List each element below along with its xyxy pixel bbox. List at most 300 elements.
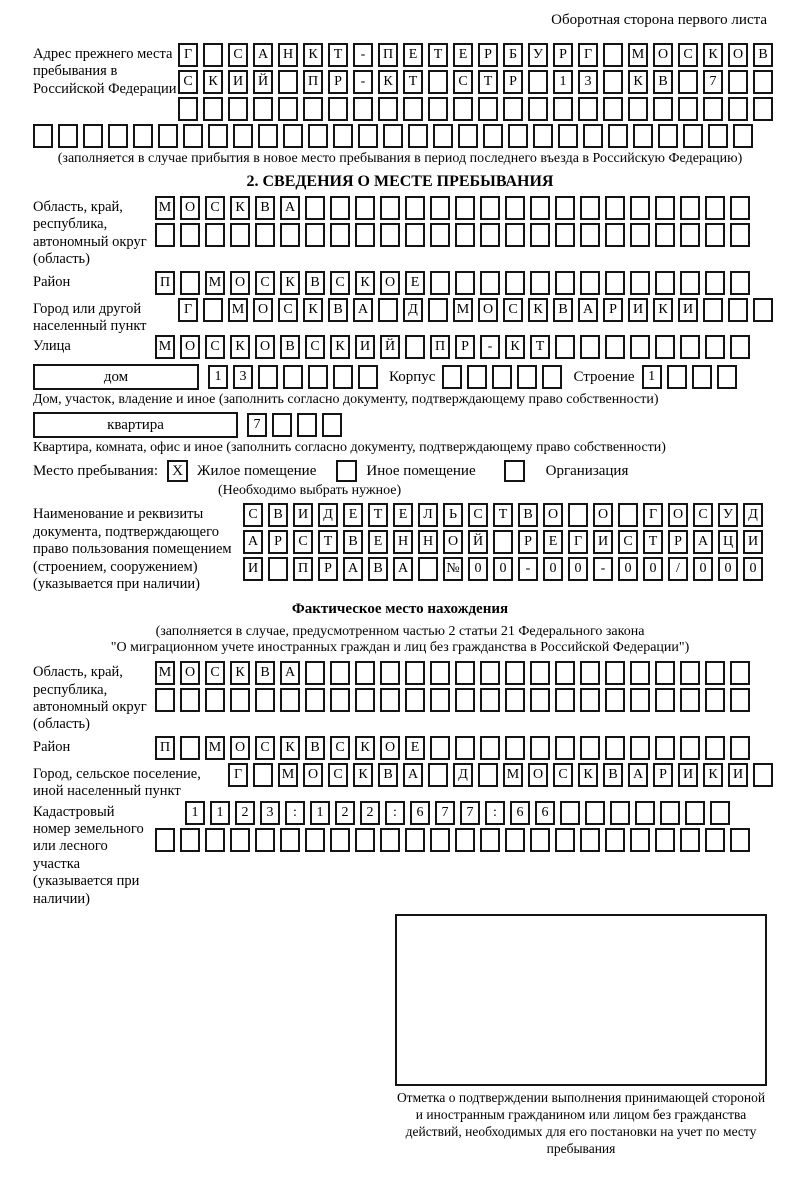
char-cell[interactable] xyxy=(580,223,600,247)
char-cell[interactable]: С xyxy=(553,763,573,787)
char-cell[interactable] xyxy=(492,365,512,389)
char-cell[interactable]: В xyxy=(305,271,325,295)
actual-district-row[interactable] xyxy=(155,736,755,760)
char-cell[interactable]: С xyxy=(453,70,473,94)
char-cell[interactable]: К xyxy=(505,335,525,359)
char-cell[interactable] xyxy=(605,688,625,712)
char-cell[interactable]: У xyxy=(528,43,548,67)
char-cell[interactable]: Н xyxy=(393,530,413,554)
char-cell[interactable] xyxy=(728,70,748,94)
char-cell[interactable]: К xyxy=(303,298,323,322)
region-row-1[interactable] xyxy=(155,196,755,220)
char-cell[interactable]: 6 xyxy=(535,801,555,825)
char-cell[interactable] xyxy=(680,223,700,247)
char-cell[interactable] xyxy=(255,688,275,712)
char-cell[interactable] xyxy=(603,43,623,67)
char-cell[interactable] xyxy=(555,335,575,359)
char-cell[interactable] xyxy=(560,801,580,825)
char-cell[interactable]: Р xyxy=(503,70,523,94)
char-cell[interactable] xyxy=(230,688,250,712)
char-cell[interactable]: О xyxy=(380,271,400,295)
char-cell[interactable] xyxy=(230,828,250,852)
char-cell[interactable] xyxy=(635,801,655,825)
char-cell[interactable]: О xyxy=(303,763,323,787)
char-cell[interactable]: В xyxy=(368,557,388,581)
char-cell[interactable] xyxy=(255,828,275,852)
char-cell[interactable] xyxy=(530,223,550,247)
char-cell[interactable]: Р xyxy=(653,763,673,787)
document-row-2[interactable] xyxy=(243,530,768,554)
char-cell[interactable]: К xyxy=(280,736,300,760)
char-cell[interactable] xyxy=(358,124,378,148)
char-cell[interactable]: Е xyxy=(405,271,425,295)
char-cell[interactable] xyxy=(605,661,625,685)
char-cell[interactable]: 1 xyxy=(208,365,228,389)
actual-region-row-2[interactable] xyxy=(155,688,755,712)
char-cell[interactable]: О xyxy=(230,736,250,760)
char-cell[interactable]: К xyxy=(303,43,323,67)
char-cell[interactable]: М xyxy=(228,298,248,322)
char-cell[interactable]: И xyxy=(355,335,375,359)
char-cell[interactable]: К xyxy=(528,298,548,322)
char-cell[interactable]: О xyxy=(443,530,463,554)
char-cell[interactable] xyxy=(158,124,178,148)
char-cell[interactable] xyxy=(728,97,748,121)
char-cell[interactable] xyxy=(478,97,498,121)
char-cell[interactable]: 2 xyxy=(360,801,380,825)
char-cell[interactable] xyxy=(380,196,400,220)
char-cell[interactable]: Г xyxy=(568,530,588,554)
char-cell[interactable] xyxy=(303,97,323,121)
char-cell[interactable]: К xyxy=(203,70,223,94)
char-cell[interactable]: 3 xyxy=(260,801,280,825)
char-cell[interactable] xyxy=(717,365,737,389)
char-cell[interactable] xyxy=(680,271,700,295)
char-cell[interactable] xyxy=(530,736,550,760)
char-cell[interactable] xyxy=(630,661,650,685)
char-cell[interactable]: Е xyxy=(405,736,425,760)
char-cell[interactable]: Е xyxy=(453,43,473,67)
char-cell[interactable] xyxy=(180,688,200,712)
char-cell[interactable] xyxy=(280,828,300,852)
char-cell[interactable] xyxy=(428,97,448,121)
char-cell[interactable]: О xyxy=(255,335,275,359)
char-cell[interactable]: Р xyxy=(328,70,348,94)
char-cell[interactable] xyxy=(580,688,600,712)
char-cell[interactable]: А xyxy=(280,661,300,685)
char-cell[interactable]: Р xyxy=(603,298,623,322)
char-cell[interactable]: 2 xyxy=(335,801,355,825)
char-cell[interactable] xyxy=(322,413,342,437)
char-cell[interactable] xyxy=(630,271,650,295)
char-cell[interactable] xyxy=(728,298,748,322)
char-cell[interactable] xyxy=(655,736,675,760)
char-cell[interactable] xyxy=(205,828,225,852)
char-cell[interactable] xyxy=(428,298,448,322)
char-cell[interactable] xyxy=(658,124,678,148)
char-cell[interactable] xyxy=(480,736,500,760)
char-cell[interactable] xyxy=(578,97,598,121)
house-number-row[interactable] xyxy=(208,365,383,389)
char-cell[interactable] xyxy=(455,196,475,220)
char-cell[interactable] xyxy=(753,763,773,787)
char-cell[interactable] xyxy=(542,365,562,389)
char-cell[interactable] xyxy=(705,736,725,760)
char-cell[interactable] xyxy=(180,736,200,760)
char-cell[interactable] xyxy=(705,828,725,852)
char-cell[interactable] xyxy=(280,688,300,712)
char-cell[interactable]: И xyxy=(628,298,648,322)
char-cell[interactable]: С xyxy=(330,736,350,760)
char-cell[interactable] xyxy=(430,223,450,247)
char-cell[interactable]: К xyxy=(330,335,350,359)
char-cell[interactable]: К xyxy=(703,763,723,787)
char-cell[interactable] xyxy=(608,124,628,148)
char-cell[interactable] xyxy=(58,124,78,148)
char-cell[interactable]: М xyxy=(155,335,175,359)
char-cell[interactable]: Д xyxy=(318,503,338,527)
char-cell[interactable]: - xyxy=(353,43,373,67)
char-cell[interactable] xyxy=(458,124,478,148)
char-cell[interactable] xyxy=(430,828,450,852)
char-cell[interactable]: С xyxy=(293,530,313,554)
char-cell[interactable] xyxy=(378,298,398,322)
char-cell[interactable]: Н xyxy=(278,43,298,67)
char-cell[interactable] xyxy=(308,124,328,148)
char-cell[interactable] xyxy=(505,736,525,760)
stay-type-residential-checkbox[interactable]: X xyxy=(167,460,188,482)
prev-address-row-4[interactable] xyxy=(33,124,767,148)
char-cell[interactable] xyxy=(268,557,288,581)
char-cell[interactable] xyxy=(258,365,278,389)
char-cell[interactable]: А xyxy=(628,763,648,787)
actual-city-row[interactable] xyxy=(228,763,778,787)
char-cell[interactable] xyxy=(203,97,223,121)
char-cell[interactable]: Ь xyxy=(443,503,463,527)
char-cell[interactable]: А xyxy=(353,298,373,322)
char-cell[interactable]: С xyxy=(178,70,198,94)
char-cell[interactable] xyxy=(305,223,325,247)
char-cell[interactable]: К xyxy=(653,298,673,322)
char-cell[interactable] xyxy=(433,124,453,148)
char-cell[interactable] xyxy=(493,530,513,554)
char-cell[interactable]: И xyxy=(728,763,748,787)
stay-type-organization-checkbox[interactable] xyxy=(504,460,525,482)
char-cell[interactable] xyxy=(680,736,700,760)
char-cell[interactable]: А xyxy=(693,530,713,554)
char-cell[interactable] xyxy=(730,335,750,359)
char-cell[interactable] xyxy=(730,196,750,220)
char-cell[interactable] xyxy=(272,413,292,437)
apartment-number-row[interactable] xyxy=(247,413,347,437)
char-cell[interactable] xyxy=(558,124,578,148)
char-cell[interactable] xyxy=(405,335,425,359)
char-cell[interactable] xyxy=(583,124,603,148)
char-cell[interactable]: Л xyxy=(418,503,438,527)
char-cell[interactable]: 7 xyxy=(435,801,455,825)
document-row-1[interactable] xyxy=(243,503,768,527)
char-cell[interactable]: А xyxy=(243,530,263,554)
char-cell[interactable] xyxy=(530,688,550,712)
char-cell[interactable] xyxy=(480,688,500,712)
char-cell[interactable]: С xyxy=(678,43,698,67)
char-cell[interactable] xyxy=(555,828,575,852)
char-cell[interactable] xyxy=(680,828,700,852)
char-cell[interactable] xyxy=(405,196,425,220)
char-cell[interactable]: А xyxy=(253,43,273,67)
char-cell[interactable] xyxy=(328,97,348,121)
char-cell[interactable] xyxy=(355,688,375,712)
char-cell[interactable] xyxy=(555,688,575,712)
char-cell[interactable] xyxy=(467,365,487,389)
char-cell[interactable]: О xyxy=(180,196,200,220)
char-cell[interactable] xyxy=(330,828,350,852)
char-cell[interactable] xyxy=(378,97,398,121)
char-cell[interactable]: М xyxy=(155,661,175,685)
cadastral-row-1[interactable] xyxy=(185,801,755,825)
char-cell[interactable]: Г xyxy=(643,503,663,527)
char-cell[interactable] xyxy=(305,661,325,685)
char-cell[interactable]: : xyxy=(385,801,405,825)
char-cell[interactable] xyxy=(308,365,328,389)
char-cell[interactable] xyxy=(505,688,525,712)
char-cell[interactable] xyxy=(278,97,298,121)
char-cell[interactable]: О xyxy=(253,298,273,322)
char-cell[interactable] xyxy=(505,271,525,295)
char-cell[interactable]: Т xyxy=(493,503,513,527)
char-cell[interactable]: Д xyxy=(403,298,423,322)
char-cell[interactable] xyxy=(428,70,448,94)
char-cell[interactable] xyxy=(705,271,725,295)
char-cell[interactable] xyxy=(605,223,625,247)
char-cell[interactable]: Й xyxy=(380,335,400,359)
char-cell[interactable] xyxy=(253,97,273,121)
char-cell[interactable] xyxy=(630,688,650,712)
char-cell[interactable]: О xyxy=(728,43,748,67)
char-cell[interactable] xyxy=(203,43,223,67)
char-cell[interactable] xyxy=(630,196,650,220)
char-cell[interactable] xyxy=(355,223,375,247)
char-cell[interactable] xyxy=(305,196,325,220)
char-cell[interactable] xyxy=(530,271,550,295)
char-cell[interactable]: С xyxy=(205,335,225,359)
char-cell[interactable] xyxy=(355,828,375,852)
char-cell[interactable] xyxy=(530,828,550,852)
char-cell[interactable] xyxy=(753,70,773,94)
char-cell[interactable]: П xyxy=(293,557,313,581)
char-cell[interactable] xyxy=(183,124,203,148)
char-cell[interactable] xyxy=(403,97,423,121)
char-cell[interactable] xyxy=(630,335,650,359)
char-cell[interactable] xyxy=(330,661,350,685)
char-cell[interactable]: А xyxy=(343,557,363,581)
char-cell[interactable] xyxy=(655,223,675,247)
char-cell[interactable]: С xyxy=(255,271,275,295)
char-cell[interactable]: : xyxy=(485,801,505,825)
char-cell[interactable]: К xyxy=(280,271,300,295)
char-cell[interactable] xyxy=(228,97,248,121)
char-cell[interactable] xyxy=(283,365,303,389)
korpus-row[interactable] xyxy=(442,365,567,389)
char-cell[interactable]: И xyxy=(678,763,698,787)
char-cell[interactable]: У xyxy=(718,503,738,527)
actual-region-row-1[interactable] xyxy=(155,661,755,685)
char-cell[interactable] xyxy=(753,298,773,322)
char-cell[interactable] xyxy=(480,223,500,247)
char-cell[interactable] xyxy=(708,124,728,148)
char-cell[interactable] xyxy=(585,801,605,825)
char-cell[interactable] xyxy=(178,97,198,121)
char-cell[interactable]: С xyxy=(255,736,275,760)
char-cell[interactable]: Р xyxy=(268,530,288,554)
char-cell[interactable]: Г xyxy=(578,43,598,67)
char-cell[interactable]: А xyxy=(403,763,423,787)
char-cell[interactable] xyxy=(730,688,750,712)
char-cell[interactable]: К xyxy=(628,70,648,94)
char-cell[interactable]: Е xyxy=(368,530,388,554)
char-cell[interactable]: В xyxy=(378,763,398,787)
char-cell[interactable]: К xyxy=(355,736,375,760)
char-cell[interactable]: С xyxy=(228,43,248,67)
cadastral-row-2[interactable] xyxy=(155,828,755,852)
char-cell[interactable] xyxy=(305,688,325,712)
char-cell[interactable]: Р xyxy=(668,530,688,554)
char-cell[interactable] xyxy=(730,661,750,685)
char-cell[interactable] xyxy=(580,335,600,359)
char-cell[interactable] xyxy=(603,97,623,121)
char-cell[interactable]: В xyxy=(343,530,363,554)
char-cell[interactable] xyxy=(380,661,400,685)
char-cell[interactable]: Г xyxy=(228,763,248,787)
char-cell[interactable] xyxy=(505,828,525,852)
char-cell[interactable] xyxy=(405,828,425,852)
char-cell[interactable]: Т xyxy=(328,43,348,67)
char-cell[interactable]: К xyxy=(230,196,250,220)
char-cell[interactable] xyxy=(405,688,425,712)
char-cell[interactable]: Е xyxy=(343,503,363,527)
char-cell[interactable] xyxy=(480,661,500,685)
char-cell[interactable] xyxy=(555,196,575,220)
char-cell[interactable] xyxy=(683,124,703,148)
char-cell[interactable] xyxy=(555,223,575,247)
char-cell[interactable] xyxy=(530,196,550,220)
char-cell[interactable] xyxy=(603,70,623,94)
char-cell[interactable]: П xyxy=(155,271,175,295)
char-cell[interactable] xyxy=(580,828,600,852)
char-cell[interactable]: А xyxy=(393,557,413,581)
char-cell[interactable] xyxy=(297,413,317,437)
char-cell[interactable]: - xyxy=(518,557,538,581)
char-cell[interactable]: С xyxy=(243,503,263,527)
char-cell[interactable] xyxy=(710,801,730,825)
char-cell[interactable] xyxy=(330,688,350,712)
char-cell[interactable] xyxy=(505,223,525,247)
char-cell[interactable]: Г xyxy=(178,298,198,322)
char-cell[interactable]: И xyxy=(228,70,248,94)
char-cell[interactable] xyxy=(655,196,675,220)
char-cell[interactable] xyxy=(703,97,723,121)
char-cell[interactable]: В xyxy=(753,43,773,67)
char-cell[interactable] xyxy=(628,97,648,121)
char-cell[interactable] xyxy=(258,124,278,148)
char-cell[interactable]: В xyxy=(328,298,348,322)
char-cell[interactable] xyxy=(655,335,675,359)
char-cell[interactable] xyxy=(678,70,698,94)
char-cell[interactable]: С xyxy=(305,335,325,359)
char-cell[interactable] xyxy=(208,124,228,148)
char-cell[interactable] xyxy=(205,688,225,712)
char-cell[interactable] xyxy=(180,271,200,295)
char-cell[interactable] xyxy=(685,801,705,825)
char-cell[interactable] xyxy=(253,763,273,787)
char-cell[interactable] xyxy=(517,365,537,389)
char-cell[interactable] xyxy=(680,661,700,685)
char-cell[interactable]: 0 xyxy=(618,557,638,581)
char-cell[interactable] xyxy=(408,124,428,148)
prev-address-row-1[interactable] xyxy=(178,43,778,67)
char-cell[interactable] xyxy=(442,365,462,389)
char-cell[interactable]: 0 xyxy=(643,557,663,581)
char-cell[interactable]: - xyxy=(593,557,613,581)
char-cell[interactable] xyxy=(692,365,712,389)
char-cell[interactable]: 1 xyxy=(642,365,662,389)
char-cell[interactable] xyxy=(630,223,650,247)
char-cell[interactable] xyxy=(283,124,303,148)
char-cell[interactable] xyxy=(280,223,300,247)
char-cell[interactable]: 1 xyxy=(553,70,573,94)
char-cell[interactable] xyxy=(383,124,403,148)
char-cell[interactable] xyxy=(180,223,200,247)
char-cell[interactable] xyxy=(705,196,725,220)
char-cell[interactable] xyxy=(655,688,675,712)
char-cell[interactable]: - xyxy=(353,70,373,94)
char-cell[interactable] xyxy=(618,503,638,527)
char-cell[interactable] xyxy=(455,271,475,295)
char-cell[interactable] xyxy=(428,763,448,787)
document-row-3[interactable] xyxy=(243,557,768,581)
char-cell[interactable]: Т xyxy=(643,530,663,554)
char-cell[interactable] xyxy=(453,97,473,121)
char-cell[interactable] xyxy=(533,124,553,148)
char-cell[interactable] xyxy=(555,661,575,685)
char-cell[interactable] xyxy=(605,335,625,359)
char-cell[interactable]: С xyxy=(468,503,488,527)
char-cell[interactable] xyxy=(333,365,353,389)
char-cell[interactable] xyxy=(528,70,548,94)
char-cell[interactable] xyxy=(430,736,450,760)
char-cell[interactable] xyxy=(430,196,450,220)
char-cell[interactable] xyxy=(705,335,725,359)
char-cell[interactable] xyxy=(380,688,400,712)
char-cell[interactable]: Ц xyxy=(718,530,738,554)
char-cell[interactable] xyxy=(730,736,750,760)
char-cell[interactable]: 6 xyxy=(410,801,430,825)
char-cell[interactable]: К xyxy=(378,70,398,94)
char-cell[interactable]: В xyxy=(305,736,325,760)
char-cell[interactable]: Й xyxy=(253,70,273,94)
char-cell[interactable] xyxy=(455,688,475,712)
char-cell[interactable]: Н xyxy=(418,530,438,554)
char-cell[interactable]: 0 xyxy=(468,557,488,581)
char-cell[interactable] xyxy=(705,688,725,712)
char-cell[interactable] xyxy=(480,828,500,852)
char-cell[interactable] xyxy=(580,271,600,295)
char-cell[interactable] xyxy=(530,661,550,685)
char-cell[interactable]: 6 xyxy=(510,801,530,825)
char-cell[interactable] xyxy=(480,271,500,295)
char-cell[interactable] xyxy=(430,271,450,295)
char-cell[interactable]: Т xyxy=(530,335,550,359)
